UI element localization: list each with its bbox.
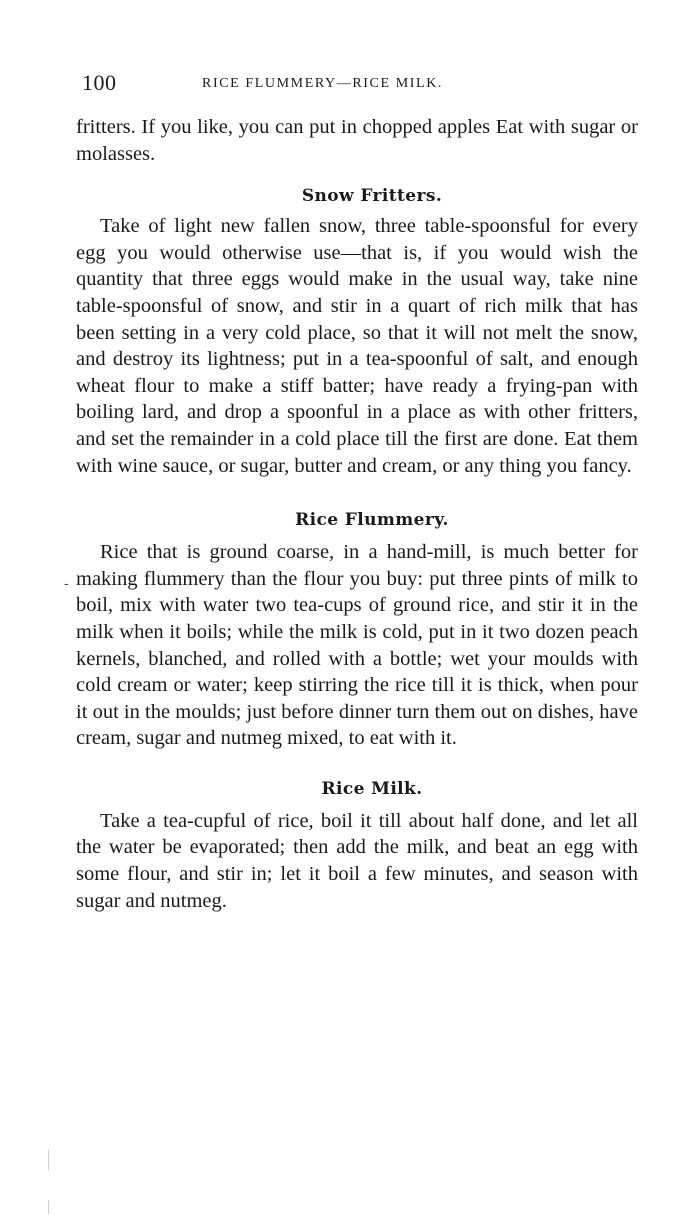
scan-speck [48,1150,49,1170]
scan-speck [48,1200,49,1214]
page-number: 100 [82,70,117,95]
recipe-title-rice-milk: Rice Milk. [321,778,423,799]
margin-mark: - [64,576,69,592]
recipe-title-snow-fritters: Snow Fritters. [301,186,443,207]
running-title: RICE FLUMMERY—RICE MILK. [202,76,444,91]
book-page [76,68,638,914]
intro-paragraph: fritters. If you like, you can put in chopped apples Eat with sugar or molasses. [76,116,638,165]
recipe-body-snow-fritters: Take of light new fallen snow, three table-spoonsful for every egg you would otherwise use—that is, if you would wish the quantity that three eggs would make in the usual way, take nine table-spoonsful of snow, and stir in a quart of rich milk that has been setting in a very cold place, so that it will not melt the snow, and destroy its lightness; put in a tea-spoonful of salt, and enough wheat flour to make a stiff batter; have ready a frying-pan with boiling lard, and drop a spoonful in a place as with other fritters, and set the remainder in a cold place till the first are done. Eat them with wine sauce, or sugar, butter and cream, or any thing you fancy. [76,215,638,477]
recipe-body-rice-flummery: Rice that is ground coarse, in a hand-mill, is much better for making flummery than the flour you buy: put three pints of milk to boil, mix with water two tea-cups of ground rice, and stir it in the milk when it boils; while the milk is cold, put in it two dozen peach kernels, blanched, and rolled with a bottle; wet your moulds with cold cream or water; keep stirring the rice till it is thick, when pour it out in the moulds; just before dinner turn them out on dishes, have cream, sugar and nutmeg mixed, to eat with it. [76,541,638,750]
recipe-body-rice-milk: Take a tea-cupful of rice, boil it till about half done, and let all the water be evaporated; then add the milk, and beat an egg with some flour, and stir in; let it boil a few minutes, and season with sugar and nutmeg. [76,809,638,912]
recipe-title-rice-flummery: Rice Flummery. [295,510,449,531]
running-head [76,68,638,102]
